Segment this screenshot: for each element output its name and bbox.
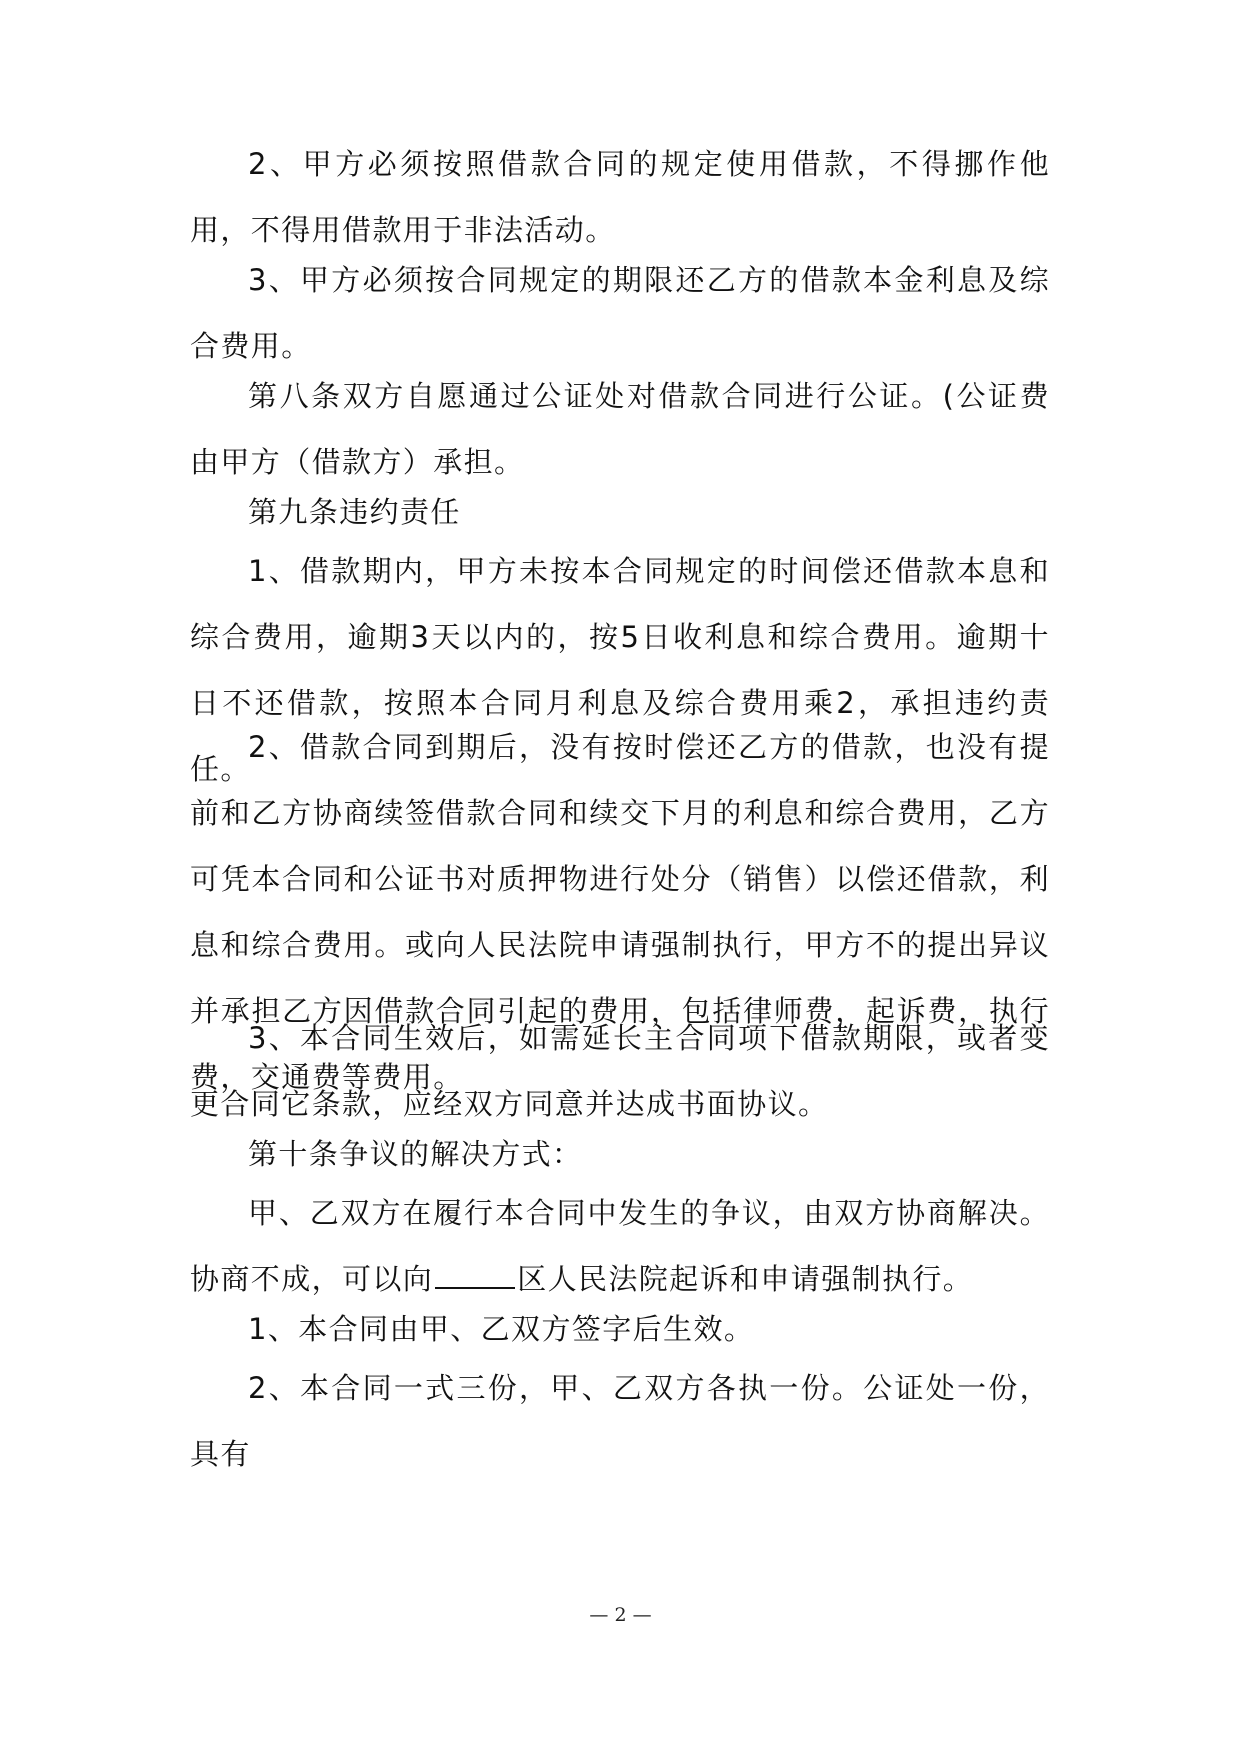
dispute-text-before: 甲、乙双方在履行本合同中发生的争议，由双方协商解决。协商不成，可以向 — [190, 1196, 1050, 1296]
paragraph-effect-1: 1、本合同由甲、乙双方签字后生效。 — [248, 1312, 755, 1346]
paragraph-effect-2: 2、本合同一式三份，甲、乙双方各执一份。公证处一份，具有 — [190, 1371, 1050, 1471]
paragraph-clause-9-1: 1、借款期内，甲方未按本合同规定的时间偿还借款本息和综合费用，逾期3天以内的，按5日收利息和综合费用。逾期十日不还借款，按照本合同月利息及综合费用乘2，承担违约责任。 — [190, 554, 1050, 786]
paragraph-clause-7-2: 2、甲方必须按照借款合同的规定使用借款，不得挪作他用，不得用借款用于非法活动。 — [190, 147, 1050, 247]
paragraph-clause-9-2: 2、借款合同到期后，没有按时偿还乙方的借款，也没有提前和乙方协商续签借款合同和续交下月的利息和综合费用，乙方可凭本合同和公证书对质押物进行处分（销售）以偿还借款，利息和综合费用。或向人民法院申请强制执行，甲方不的提出异议并承担乙方因借款合同引起的费用，包括律师费，起诉费，执行费，交通费等费用。 — [190, 730, 1050, 1094]
paragraph-clause-7-3: 3、甲方必须按合同规定的期限还乙方的借款本金利息及综合费用。 — [190, 263, 1050, 363]
heading-article-9: 第九条违约责任 — [248, 495, 461, 529]
paragraph-article-8: 第八条双方自愿通过公证处对借款合同进行公证。(公证费由甲方（借款方）承担。 — [190, 379, 1050, 479]
paragraph-clause-9-3: 3、本合同生效后，如需延长主合同项下借款期限，或者变更合同它条款，应经双方同意并达成书面协议。 — [190, 1021, 1050, 1121]
dispute-text-after: 区人民法院起诉和申请强制执行。 — [517, 1262, 974, 1296]
heading-article-10: 第十条争议的解决方式： — [248, 1137, 583, 1171]
court-name-blank — [435, 1263, 515, 1289]
page-number: — 2 — — [589, 1604, 652, 1626]
paragraph-dispute-resolution — [190, 1180, 1050, 1312]
